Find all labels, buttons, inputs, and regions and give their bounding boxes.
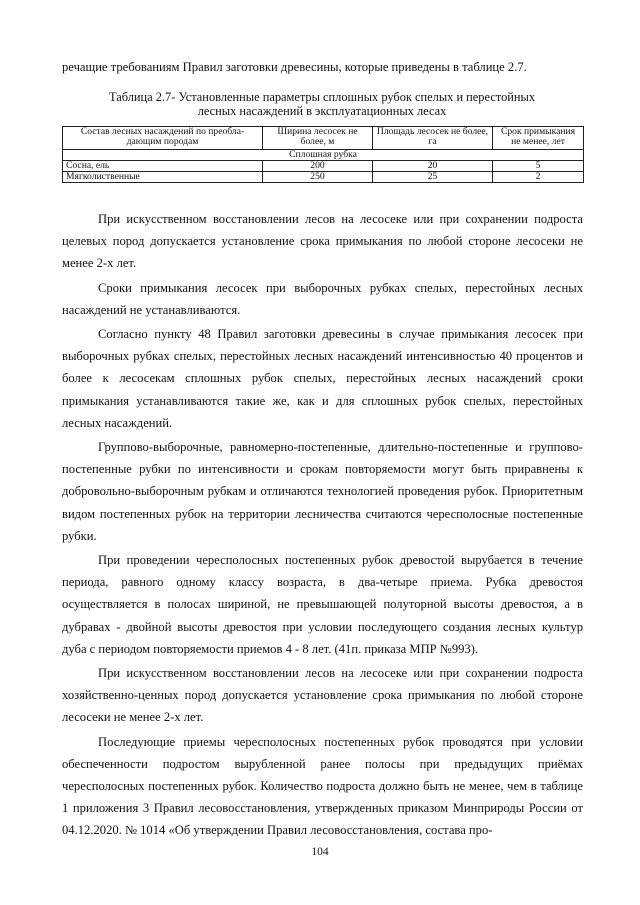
row-species: Сосна, ель [63,161,263,172]
table-section-row [63,150,584,161]
paragraph: Согласно пункту 48 Правил заготовки древесины в случае примыкания лесосек при выборочных рубках спелых, перестойных лесных насаждений интенсивностью 40 процентов и более к лесосекам сплошных рубок спелых, перестойных лесных насаждений сроки примыкания устанавливаются такие же, как и для сплошных рубок спелых, перестойных лесных насаждений. [62,327,583,430]
row-area: 25 [373,172,493,183]
paragraph: При проведении чересполосных постепенных рубок древостой вырубается в течение периода, равного одному классу возраста, в два-четыре приема. Рубка древостоя осуществляется в полосах шириной, не превышающей полуторной высоты древостоя, а в дубравах - двойной высоты древостоя при условии последующего создания лесных культур дуба с периодом повторяемости приемов 4 - 8 лет. (41п. приказа МПР №993). [62,553,583,656]
row-term: 2 [493,172,584,183]
table-caption-line-1: Таблица 2.7- Установленные параметры сплошных рубок спелых и перестойных [108,90,536,104]
header-adjacency-term: Срок примыкания не менее, лет [493,127,584,150]
table-caption-line-2: лесных насаждений в эксплуатационных лесах [197,104,447,118]
table-caption [62,90,582,118]
table-header-row [63,127,584,150]
paragraph: При искусственном восстановлении лесов на лесосеке или при сохранении подроста хозяйственно-ценных пород допускается установление срока примыкания по любой стороне лесосеки не менее 2-х лет. [62,666,583,725]
paragraph: Последующие приемы чересполосных постепенных рубок проводятся при условии обеспеченности подростом вырубленной ранее полосы при предыдущих приёмах чересполосных постепенных рубок. Количество подроста должно быть не менее, чем в таблице 1 приложения 3 Правил лесовосстановления, утвержденных приказом Минприроды России от 04.12.2020. № 1014 «Об утверждении Правил лесовосстановления, состава про- [62,734,583,838]
paragraph: Сроки примыкания лесосек при выборочных рубках спелых, перестойных лесных насаждений не устанавливаются. [62,280,583,317]
section-label: Сплошная рубка [63,150,584,161]
body-text [62,208,583,844]
row-term: 5 [493,161,584,172]
row-width: 200 [263,161,373,172]
row-area: 20 [373,161,493,172]
table-row [63,172,584,183]
paragraph: Группово-выборочные, равномерно-постепенные, длительно-постепенные и группово-постепенные рубки по интенсивности и срокам повторяемости могут быть приравнены к добровольно-выборочным рубкам и отличаются технологией проведения рубок. Приоритетным видом постепенных рубок на территории лесничества считаются чересполосные постепенные рубки. [62,440,583,543]
row-width: 250 [263,172,373,183]
parameters-table [62,126,584,183]
header-width: Ширина лесосек не более, м [263,127,373,150]
table-row [63,161,584,172]
header-area: Площадь лесосек не более, га [373,127,493,150]
intro-line: речащие требованиям Правил заготовки древесины, которые приведены в таблице 2.7. [62,60,527,74]
page-number: 104 [311,846,329,858]
row-species: Мягколиственные [63,172,263,183]
paragraph: При искусственном восстановлении лесов на лесосеке или при сохранении подроста целевых пород допускается установление срока примыкания по любой стороне лесосеки не менее 2-х лет. [62,212,583,271]
header-composition: Состав лесных насаждений по преобла-дающим породам [63,127,263,150]
